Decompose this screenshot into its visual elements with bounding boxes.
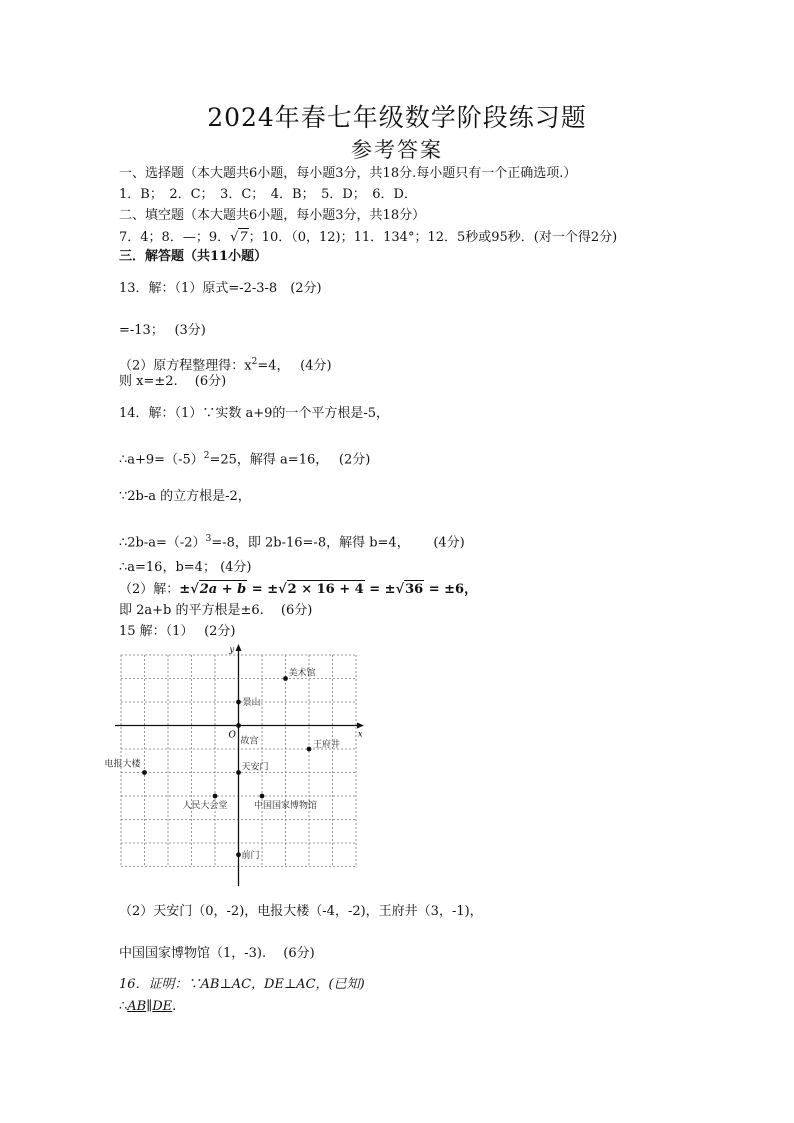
q14-line2-pre: ∴a+9=（-5） — [119, 452, 204, 468]
plus-minus: ± — [179, 582, 191, 597]
x-axis-label: x — [358, 729, 363, 739]
x-axis-arrow — [357, 723, 364, 729]
segment-ab: AB — [127, 999, 147, 1014]
q14-radicand-3: 36 — [405, 582, 424, 597]
q15-line1: 15 解：（1） (2分) — [119, 624, 236, 639]
landmark-label: 景山 — [242, 698, 261, 708]
q14-result: 6， — [455, 582, 478, 597]
segment-de: DE — [152, 999, 173, 1014]
q13-line2: =-13； (3分) — [119, 323, 206, 338]
origin-label: O — [228, 730, 236, 741]
q13-line3-pre: （2）原方程整理得：x — [119, 358, 252, 374]
section1-answers: 1．B； 2．C； 3．C； 4．B； 5．D； 6．D． — [119, 187, 417, 202]
eq-sign: = ± — [364, 582, 396, 597]
landmark-label: 天安门 — [241, 762, 269, 773]
section2-answers-pre: 7．4；8．—；9． — [119, 230, 231, 245]
coordinate-grid-svg — [104, 643, 365, 888]
sqrt-symbol: √ — [190, 582, 199, 597]
landmark-point — [283, 676, 288, 681]
page-title: 2024年春七年级数学阶段练习题 — [207, 103, 587, 132]
q14-exponent-3: 3 — [205, 534, 212, 544]
landmark-point — [236, 700, 241, 705]
sqrt-symbol: √ — [230, 230, 239, 245]
page-subtitle: 参考答案 — [351, 138, 443, 162]
landmark-label: 中国国家博物馆 — [254, 801, 318, 811]
q16-line1: 16．证明：∵AB⊥AC，DE⊥AC，(已知) — [119, 977, 365, 992]
q14-line3: ∵2b-a 的立方根是-2， — [119, 489, 251, 504]
landmark-label: 电报大楼 — [104, 759, 141, 770]
section2-answers — [119, 228, 617, 247]
landmark-label: 美术馆 — [288, 668, 316, 679]
sqrt-symbol: √ — [395, 582, 405, 597]
landmark-label: 人民大会堂 — [182, 801, 228, 811]
q14-line2 — [119, 447, 370, 469]
axes — [115, 644, 364, 886]
section2-answers-post: ；10．（0，12)；11．134°；12．5秒或95秒．(对一个得2分) — [248, 230, 618, 245]
section3-heading: 三．解答题（共11小题） — [119, 249, 268, 264]
q14-radicand-1: 2a + b — [199, 582, 247, 597]
q14-line1: 14．解：（1）∵实数 a+9的一个平方根是-5， — [119, 406, 390, 421]
sqrt-radicand: 7 — [239, 230, 248, 245]
landmark-points — [104, 667, 340, 861]
q14-line6-pre: （2）解： — [119, 582, 180, 597]
q14-line2-post: =25，解得 a=16， (2分) — [209, 452, 371, 468]
q14-line7: 即 2a+b 的平方根是±6. (6分) — [119, 603, 313, 618]
q14-exponent-2: 2 — [203, 451, 210, 461]
q14-line4-pre: ∴2b-a=（-2） — [119, 535, 206, 551]
parallel-symbol: ∥ — [146, 999, 153, 1014]
eq-sign: = ± — [247, 582, 279, 597]
q14-radicand-2: 2 × 16 + 4 — [287, 582, 364, 597]
landmark-point — [236, 723, 241, 728]
sqrt-symbol: √ — [278, 582, 287, 597]
period: . — [172, 999, 177, 1014]
landmark-point — [307, 747, 312, 752]
q14-line5: ∴a=16，b=4； (4分) — [119, 560, 252, 575]
q13-exponent: 2 — [251, 357, 258, 367]
y-axis-arrow — [236, 644, 242, 651]
landmark-label: 前门 — [241, 850, 260, 861]
landmark-point — [142, 770, 147, 775]
q16-line2 — [119, 998, 176, 1016]
q14-line6 — [119, 580, 477, 599]
q13-line3-post: =4， (4分) — [257, 358, 332, 374]
y-axis-label: y — [229, 645, 235, 654]
section2-heading: 二、填空题（本大题共6小题，每小题3分，共18分） — [119, 208, 426, 223]
landmark-point — [236, 852, 241, 857]
landmark-point — [213, 794, 218, 799]
therefore-symbol: ∴ — [119, 999, 128, 1014]
coordinate-grid — [104, 643, 365, 892]
q14-line4 — [119, 530, 465, 552]
landmark-label: 故宫 — [240, 736, 259, 747]
q14-line4-post: =-8，即 2b-16=-8，解得 b=4， (4分) — [211, 535, 465, 551]
landmark-point — [260, 794, 265, 799]
q13-line1: 13．解：（1）原式=-2-3-8 (2分) — [119, 281, 322, 296]
eq-sign: = ± — [424, 582, 456, 597]
q15-line2: （2）天安门（0，-2)，电报大楼（-4，-2)，王府井（3，-1)， — [119, 904, 483, 919]
q15-line3: 中国国家博物馆（1，-3). (6分) — [119, 946, 315, 961]
q13-line3 — [119, 353, 332, 375]
landmark-point — [236, 770, 241, 775]
section1-heading: 一、选择题（本大题共6小题，每小题3分，共18分.每小题只有一个正确选项.） — [119, 166, 577, 181]
q13-line4: 则 x=±2. (6分) — [119, 374, 227, 389]
landmark-label: 王府井 — [313, 740, 341, 750]
